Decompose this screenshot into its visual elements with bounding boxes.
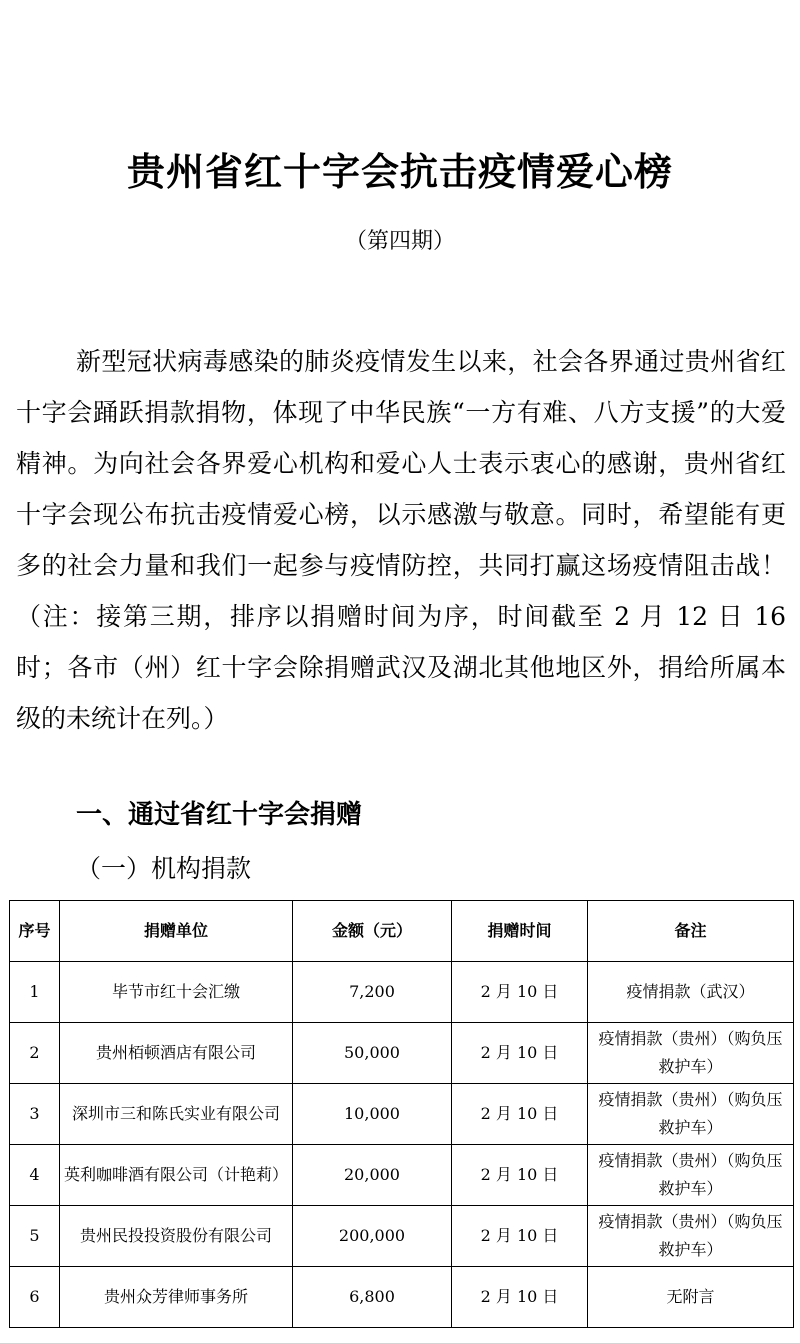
cell-note: 疫情捐款（贵州）（购负压救护车） <box>588 1145 794 1206</box>
cell-amount: 10,000 <box>293 1084 452 1145</box>
cell-unit: 贵州栢顿酒店有限公司 <box>60 1023 293 1084</box>
cell-amount: 200,000 <box>293 1206 452 1267</box>
cell-note: 疫情捐款（贵州）（购负压救护车） <box>588 1084 794 1145</box>
header-unit: 捐赠单位 <box>60 901 293 962</box>
header-amount: 金额（元） <box>293 901 452 962</box>
header-note: 备注 <box>588 901 794 962</box>
cell-no: 1 <box>10 962 60 1023</box>
cell-time: 2 月 10 日 <box>452 962 588 1023</box>
cell-note: 疫情捐款（贵州）（购负压救护车） <box>588 1206 794 1267</box>
cell-no: 2 <box>10 1023 60 1084</box>
document-title: 贵州省红十字会抗击疫情爱心榜 <box>126 149 673 194</box>
table-header-row <box>10 901 794 962</box>
cell-time: 2 月 10 日 <box>452 1145 588 1206</box>
table-row <box>10 1145 794 1206</box>
intro-paragraph: 新型冠状病毒感染的肺炎疫情发生以来，社会各界通过贵州省红十字会踊跃捐款捐物，体现了中华民族“一方有难、八方支援”的大爱精神。为向社会各界爱心机构和爱心人士表示衷心的感谢，贵州省红十字会现公布抗击疫情爱心榜，以示感激与敬意。同时，希望能有更多的社会力量和我们一起参与疫情防控，共同打赢这场疫情阻击战！（注：接第三期，排序以捐赠时间为序，时间截至 2 月 12 日 16 时；各市（州）红十字会除捐赠武汉及湖北其他地区外，捐给所属本级的未统计在列。） <box>16 347 786 733</box>
cell-amount: 7,200 <box>293 962 452 1023</box>
table-row <box>10 962 794 1023</box>
cell-unit: 英利咖啡酒有限公司（计艳莉） <box>60 1145 293 1206</box>
cell-time: 2 月 10 日 <box>452 1267 588 1328</box>
header-time: 捐赠时间 <box>452 901 588 962</box>
cell-time: 2 月 10 日 <box>452 1206 588 1267</box>
cell-note: 无附言 <box>588 1267 794 1328</box>
table-row <box>10 1084 794 1145</box>
cell-unit: 贵州民投投资股份有限公司 <box>60 1206 293 1267</box>
cell-unit: 贵州众芳律师事务所 <box>60 1267 293 1328</box>
cell-note: 疫情捐款（贵州）（购负压救护车） <box>588 1023 794 1084</box>
cell-amount: 6,800 <box>293 1267 452 1328</box>
cell-time: 2 月 10 日 <box>452 1023 588 1084</box>
cell-no: 5 <box>10 1206 60 1267</box>
header-no: 序号 <box>10 901 60 962</box>
cell-amount: 20,000 <box>293 1145 452 1206</box>
table-row <box>10 1206 794 1267</box>
cell-unit: 深圳市三和陈氏实业有限公司 <box>60 1084 293 1145</box>
donation-table <box>9 900 794 1328</box>
table-row <box>10 1267 794 1328</box>
cell-note: 疫情捐款（武汉） <box>588 962 794 1023</box>
cell-no: 4 <box>10 1145 60 1206</box>
section-heading: 一、通过省红十字会捐赠 <box>76 800 363 830</box>
document-subtitle: （第四期） <box>344 229 455 254</box>
cell-amount: 50,000 <box>293 1023 452 1084</box>
cell-unit: 毕节市红十会汇缴 <box>60 962 293 1023</box>
cell-time: 2 月 10 日 <box>452 1084 588 1145</box>
cell-no: 6 <box>10 1267 60 1328</box>
cell-no: 3 <box>10 1084 60 1145</box>
sub-heading: （一）机构捐款 <box>76 854 252 883</box>
table-row <box>10 1023 794 1084</box>
